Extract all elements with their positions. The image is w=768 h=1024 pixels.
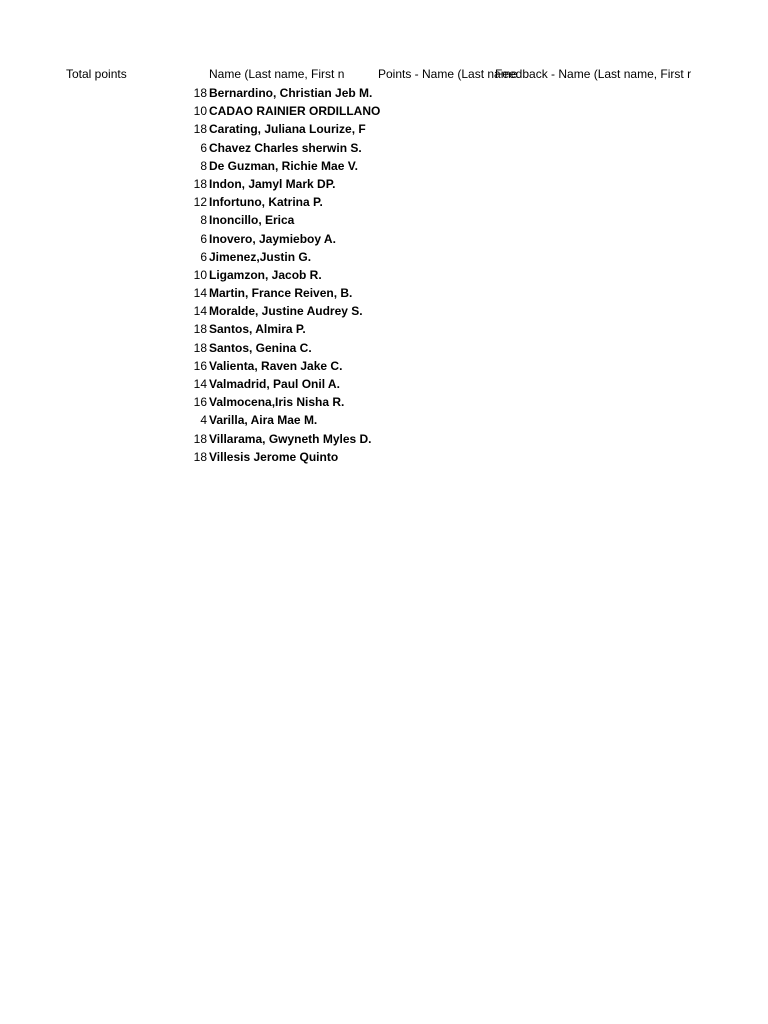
table-row xyxy=(0,339,768,357)
table-row xyxy=(0,175,768,193)
points-cell[interactable]: 18 xyxy=(193,340,207,355)
table-row xyxy=(0,230,768,248)
points-cell[interactable]: 4 xyxy=(200,413,207,428)
points-cell[interactable]: 8 xyxy=(200,158,207,173)
table-row xyxy=(0,320,768,338)
points-cell[interactable]: 10 xyxy=(193,104,207,119)
points-cell[interactable]: 14 xyxy=(193,304,207,319)
name-cell[interactable]: Jimenez,Justin G. xyxy=(209,249,312,264)
points-cell[interactable]: 16 xyxy=(193,395,207,410)
points-cell[interactable]: 18 xyxy=(193,322,207,337)
header-points-name[interactable]: Points - Name (Last name xyxy=(378,67,518,81)
points-cell[interactable]: 10 xyxy=(193,267,207,282)
points-cell[interactable]: 18 xyxy=(193,449,207,464)
header-total-points[interactable]: Total points xyxy=(66,67,127,81)
table-row xyxy=(0,193,768,211)
name-cell[interactable]: Bernardino, Christian Jeb M. xyxy=(209,86,373,100)
name-cell[interactable]: Santos, Almira P. xyxy=(209,322,306,337)
table-row xyxy=(0,84,768,102)
points-cell[interactable]: 18 xyxy=(193,122,207,137)
name-cell[interactable]: Ligamzon, Jacob R. xyxy=(209,267,322,282)
points-cell[interactable]: 6 xyxy=(200,140,207,155)
name-cell[interactable]: Valienta, Raven Jake C. xyxy=(209,358,343,373)
table-row xyxy=(0,139,768,157)
name-cell[interactable]: Indon, Jamyl Mark DP. xyxy=(209,176,336,191)
table-row xyxy=(0,120,768,138)
name-cell[interactable]: Varilla, Aira Mae M. xyxy=(209,413,318,428)
name-cell[interactable]: CADAO RAINIER ORDILLANO xyxy=(209,104,381,119)
points-cell[interactable]: 12 xyxy=(193,195,207,210)
name-cell[interactable]: De Guzman, Richie Mae V. xyxy=(209,158,358,173)
name-cell[interactable]: Inoncillo, Erica xyxy=(209,213,295,228)
header-name[interactable]: Name (Last name, First n xyxy=(209,67,345,81)
table-row xyxy=(0,302,768,320)
table-row xyxy=(0,248,768,266)
name-cell[interactable]: Inovero, Jaymieboy A. xyxy=(209,231,336,246)
points-cell[interactable]: 18 xyxy=(193,176,207,191)
table-row xyxy=(0,357,768,375)
points-cell[interactable]: 16 xyxy=(193,358,207,373)
table-row xyxy=(0,157,768,175)
name-cell[interactable]: Moralde, Justine Audrey S. xyxy=(209,304,363,319)
points-cell[interactable]: 6 xyxy=(200,231,207,246)
name-cell[interactable]: Infortuno, Katrina P. xyxy=(209,195,323,210)
name-cell[interactable]: Martin, France Reiven, B. xyxy=(209,286,353,301)
table-row xyxy=(0,411,768,429)
header-row xyxy=(0,66,768,83)
table-row xyxy=(0,266,768,284)
points-cell[interactable]: 8 xyxy=(200,213,207,228)
name-cell[interactable]: Villarama, Gwyneth Myles D. xyxy=(209,431,372,446)
name-cell[interactable]: Valmocena,Iris Nisha R. xyxy=(209,395,345,410)
points-cell[interactable]: 14 xyxy=(193,377,207,391)
points-cell[interactable]: 18 xyxy=(193,86,207,100)
name-cell[interactable]: Villesis Jerome Quinto xyxy=(209,449,339,464)
table-row xyxy=(0,375,768,393)
table-row xyxy=(0,211,768,229)
table-row xyxy=(0,102,768,120)
table-row xyxy=(0,430,768,448)
name-cell[interactable]: Valmadrid, Paul Onil A. xyxy=(209,377,340,391)
name-cell[interactable]: Santos, Genina C. xyxy=(209,340,312,355)
points-cell[interactable]: 6 xyxy=(200,249,207,264)
name-cell[interactable]: Chavez Charles sherwin S. xyxy=(209,140,362,155)
table-row xyxy=(0,448,768,466)
name-cell[interactable]: Carating, Juliana Lourize, F xyxy=(209,122,366,137)
header-feedback-name[interactable]: Feedback - Name (Last name, First r xyxy=(495,67,692,81)
table-row xyxy=(0,284,768,302)
points-cell[interactable]: 14 xyxy=(193,286,207,301)
table-row xyxy=(0,393,768,411)
data-rows xyxy=(0,84,768,466)
points-cell[interactable]: 18 xyxy=(193,431,207,446)
